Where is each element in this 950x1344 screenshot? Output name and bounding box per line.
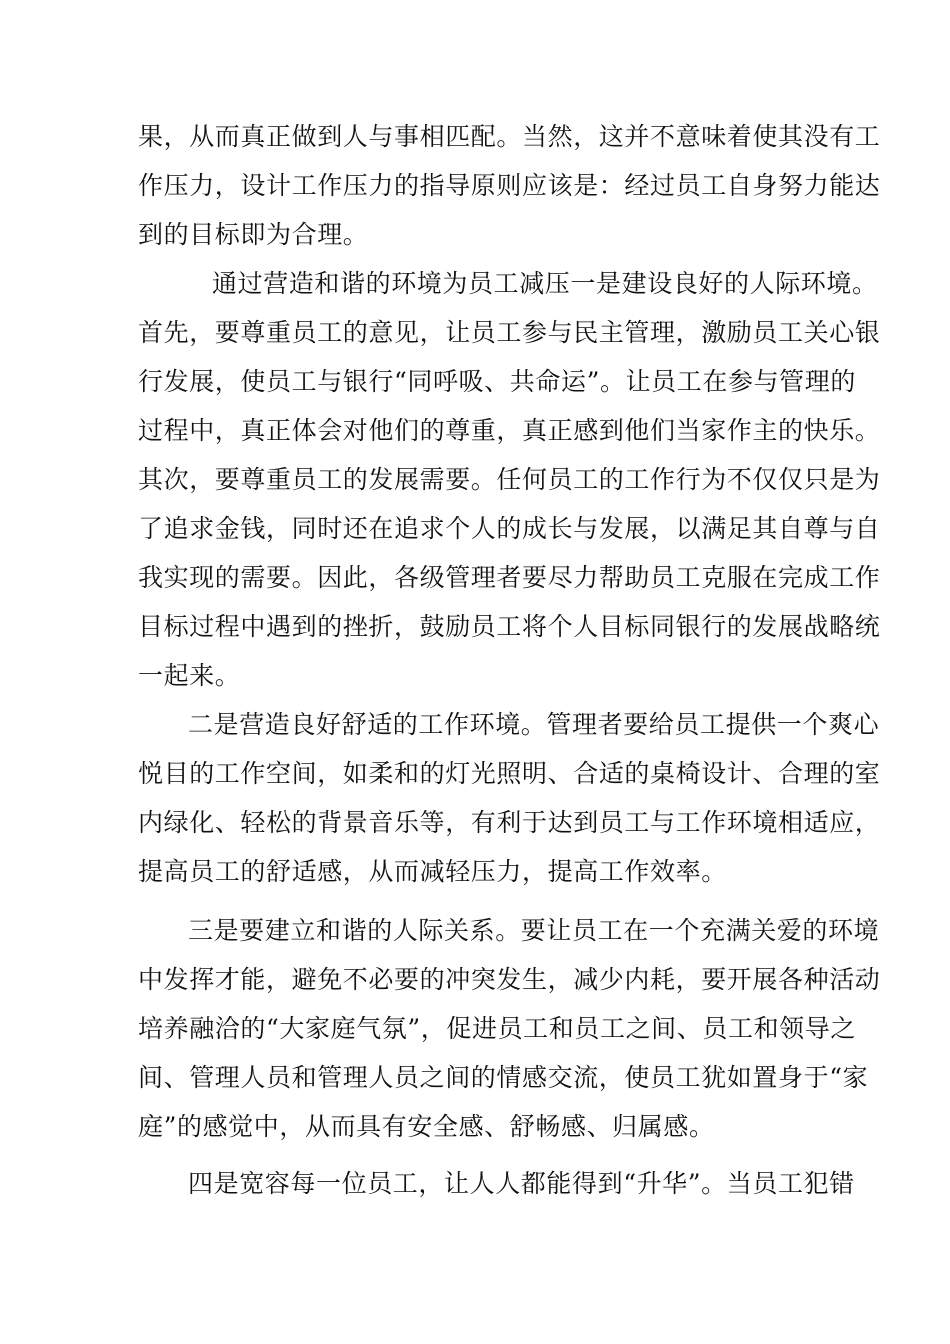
text-line: 我实现的需要。因此，各级管理者要尽力帮助员工克服在完成工作 bbox=[138, 563, 881, 592]
text-line: 悦目的工作空间，如柔和的灯光照明、合适的桌椅设计、合理的室 bbox=[138, 759, 881, 788]
text-line: 提高员工的舒适感，从而减轻压力，提高工作效率。 bbox=[138, 857, 727, 886]
text-line: 目标过程中遇到的挫折，鼓励员工将个人目标同银行的发展战略统 bbox=[138, 612, 881, 641]
text-line: 过程中，真正体会对他们的尊重，真正感到他们当家作主的快乐。 bbox=[138, 416, 881, 445]
text-line: 三是要建立和谐的人际关系。要让员工在一个充满关爱的环境 bbox=[188, 916, 880, 945]
text-line: 间、管理人员和管理人员之间的情感交流，使员工犹如置身于“家 bbox=[138, 1063, 869, 1092]
text-line: 一起来。 bbox=[138, 661, 241, 690]
text-line: 其次，要尊重员工的发展需要。任何员工的工作行为不仅仅只是为 bbox=[138, 465, 881, 494]
text-line: 四是宽容每一位员工，让人人都能得到“升华”。当员工犯错 bbox=[188, 1169, 855, 1198]
text-line: 首先，要尊重员工的意见，让员工参与民主管理，激励员工关心银 bbox=[138, 318, 881, 347]
text-line: 到的目标即为合理。 bbox=[138, 220, 369, 249]
text-line: 了追求金钱，同时还在追求个人的成长与发展，以满足其自尊与自 bbox=[138, 514, 881, 543]
text-line: 行发展，使员工与银行“同呼吸、共命运”。让员工在参与管理的 bbox=[138, 367, 856, 396]
text-line: 果，从而真正做到人与事相匹配。当然，这并不意味着使其没有工 bbox=[138, 122, 881, 151]
text-line: 培养融洽的“大家庭气氛”，促进员工和员工之间、员工和领导之 bbox=[138, 1014, 856, 1043]
text-line: 中发挥才能，避免不必要的冲突发生，减少内耗，要开展各种活动 bbox=[138, 965, 881, 994]
text-line: 内绿化、轻松的背景音乐等，有利于达到员工与工作环境相适应， bbox=[138, 808, 881, 837]
text-line: 作压力，设计工作压力的指导原则应该是：经过员工自身努力能达 bbox=[138, 171, 881, 200]
text-line: 通过营造和谐的环境为员工减压一是建设良好的人际环境。 bbox=[212, 269, 878, 298]
text-line: 庭”的感觉中，从而具有安全感、舒畅感、归属感。 bbox=[138, 1112, 715, 1141]
text-line: 二是营造良好舒适的工作环境。管理者要给员工提供一个爽心 bbox=[188, 710, 880, 739]
